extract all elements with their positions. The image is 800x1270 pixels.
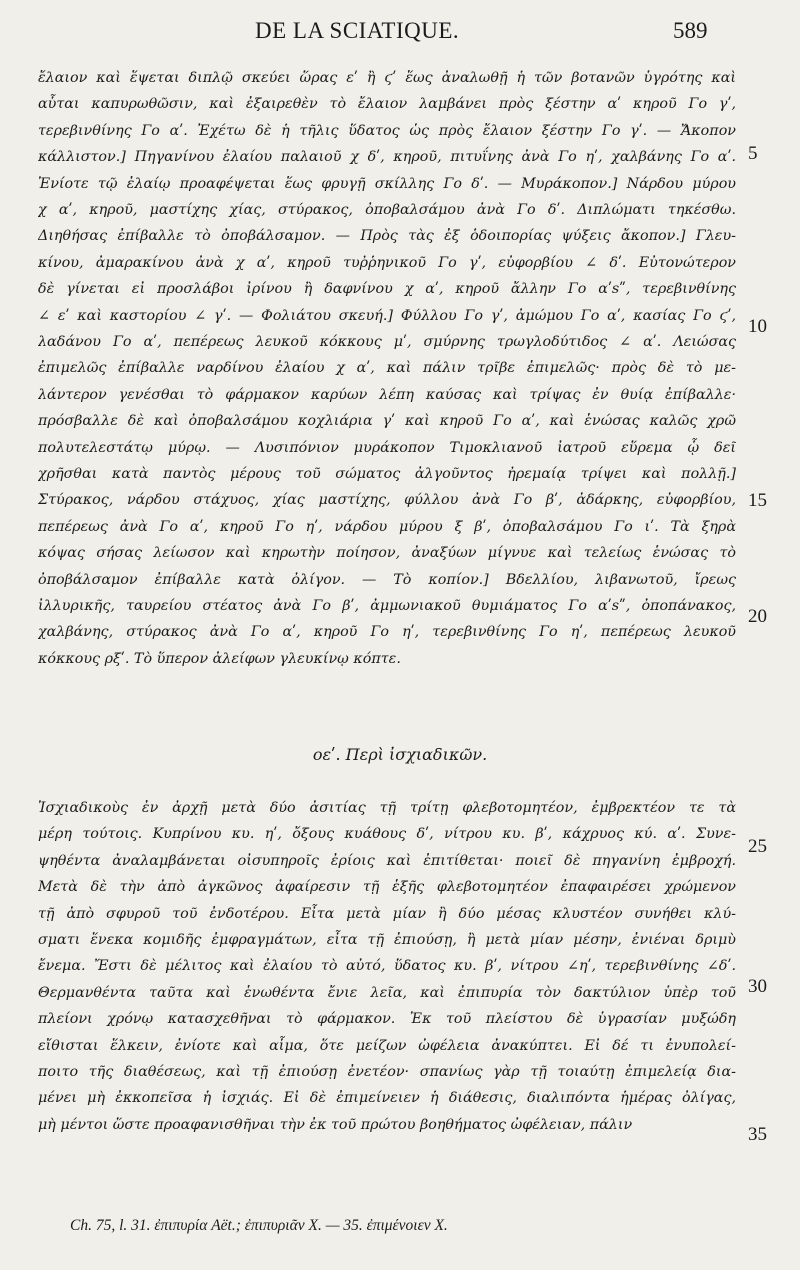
footnote: Ch. 75, l. 31. ἐπιπυρία Aët.; ἐπιπυριᾶν X. — 35. ἐπιμένοιεν X.: [70, 1217, 448, 1234]
line-number: 25: [748, 836, 767, 857]
text-line: ἔνεμα. Ἔστι δὲ μέλιτος καὶ ἐλαίου τὸ αὐτό, ὕδατος κυ. βʹ, νίτρου ∠ηʹ, τερεβινθίνης ∠δʹ.: [38, 958, 736, 975]
text-line: δὲ γίνεται εἰ προσλάβοι ἰρίνου ἢ δαφνίνου χ αʹ, κηροῦ ἄλλην Γο αʹsʺ, τερεβινθίνης: [38, 281, 736, 298]
line-number: 35: [748, 1124, 767, 1145]
text-line: μέρη τούτοις. Κυπρίνου κυ. ηʹ, ὄξους κυάθους δʹ, νίτρου κυ. βʹ, κάχρυος κύ. αʹ. Συνε-: [38, 826, 736, 843]
page-number: 589: [673, 18, 708, 43]
text-line: κάλλιστον.] Πηγανίνου ἐλαίου παλαιοῦ χ δʹ, κηροῦ, πιτυΐνης ἀνὰ Γο ηʹ, χαλβάνης Γο αʹ.: [38, 149, 736, 166]
text-line: πεπέρεως ἀνὰ Γο αʹ, κηροῦ Γο ηʹ, νάρδου μύρου ξ βʹ, ὀποβαλσάμου Γο ιʹ. Τὰ ξηρὰ: [38, 518, 736, 535]
text-line: ∠ εʹ καὶ καστορίου ∠ γʹ. — Φολιάτου σκευή.] Φύλλου Γο γʹ, ἀμώμου Γο αʹ, κασίας Γο ϛʹ,: [38, 307, 736, 324]
text-line: πρόσβαλλε δὲ καὶ ὀποβαλσάμου κοχλιάρια γʹ καὶ κηροῦ Γο αʹ, καὶ ἑνώσας καλῶς χρῶ: [38, 413, 736, 430]
text-line: χ αʹ, κηροῦ, μαστίχης χίας, στύρακος, ὀποβαλσάμου ἀνὰ Γο δʹ. Διπλώματι τηκέσθω.: [38, 202, 736, 218]
line-number: 10: [748, 316, 767, 337]
chapter-heading: οεʹ. Περὶ ἰσχιαδικῶν.: [312, 745, 488, 764]
line-number: 5: [748, 143, 758, 164]
text-line: τῇ ἀπὸ σφυροῦ τοῦ ἐνδοτέρου. Εἶτα μετὰ μίαν ἢ δύο μέσας κλυστέον συνήθει κλύ-: [38, 905, 736, 922]
line-number: 30: [748, 976, 767, 997]
text-line: Διηθήσας ἐπίβαλλε τὸ ὀποβάλσαμον. — Πρὸς τὰς ἐξ ὁδοιπορίας ψύξεις ἄκοπον.] Γλευ-: [38, 228, 736, 245]
text-line: τερεβινθίνης Γο αʹ. Ἐχέτω δὲ ἡ τῆλις ὕδατος ὡς πρὸς ἔλαιον ξέστην Γο γʹ. — Ἄκοπον: [38, 122, 736, 139]
text-line: Ἐνίοτε τῷ ἐλαίῳ προαφέψεται ἕως φρυγῇ σκίλλης Γο δʹ. — Μυράκοπον.] Νάρδου μύρου: [38, 175, 736, 192]
running-title: DE LA SCIATIQUE.: [255, 18, 460, 43]
text-line: ἔλαιον καὶ ἕψεται διπλῷ σκεύει ὥρας εʹ ἢ ϛʹ ἕως ἀναλωθῇ ἡ τῶν βοτανῶν ὑγρότης καὶ: [38, 70, 736, 86]
text-line: αὗται καπυρωθῶσιν, καὶ ἐξαιρεθὲν τὸ ἔλαιον λαμβάνει πρὸς ξέστην αʹ κηροῦ Γο γʹ,: [38, 96, 736, 113]
text-line: Στύρακος, νάρδου στάχυος, χίας μαστίχης, φύλλου ἀνὰ Γο βʹ, ἀδάρκης, εὐφορβίου,: [38, 492, 736, 509]
text-line: πολυτελεστάτῳ μύρῳ. — Λυσιπόνιον μυράκοπον Τιμοκλιανοῦ ἰατροῦ εὕρεμα ᾧ δεῖ: [38, 439, 736, 456]
text-line: Θερμανθέντα ταῦτα καὶ ἑνωθέντα ἔνιε λεῖα, καὶ ἐπιπυρία τὸν δακτύλιον ὑπὲρ τοῦ: [38, 984, 736, 1001]
text-line: εἴθισται ἕλκειν, ἐνίοτε καὶ αἷμα, ὅτε μείζων ὠφέλεια ἀνακύπτει. Εἰ δέ τι ἐνυπολεί-: [38, 1037, 736, 1054]
text-line: πλείονι χρόνῳ κατασχεθῆναι τὸ φάρμακον. Ἐκ τοῦ πλείστου δὲ ὑγρασίαν μυξώδη: [38, 1011, 736, 1028]
text-line: ἰλλυρικῆς, ταυρείου στέατος ἀνὰ Γο βʹ, ἀμμωνιακοῦ θυμιάματος Γο αʹsʺ, ὀποπάνακος,: [38, 598, 736, 614]
text-line: ψηθέντα ἀναλαμβάνεται οἰσυπηροῖς ἐρίοις καὶ ἐπιτίθεται· ποιεῖ δὲ πηγανίνη ἐμβροχή.: [38, 852, 736, 869]
line-number: 15: [748, 490, 767, 511]
line-number: 20: [748, 606, 767, 627]
text-line: σματι ἕνεκα κομιδῆς ἐμφραγμάτων, εἶτα τῇ ἐπιούσῃ, ἢ μετὰ μίαν μέσην, ἐνιέναι δριμὺ: [38, 932, 736, 948]
text-line: μὴ μέντοι ὥστε προαφανισθῆναι τὴν ἐκ τοῦ πρώτου βοηθήματος ὠφέλειαν, πάλιν: [38, 1116, 633, 1133]
text-line: ποιτο τῆς διαθέσεως, καὶ τῇ ἐπιούσῃ ἐνετέον· σπανίως γὰρ τῇ τοιαύτῃ ἐπιμελείᾳ δια-: [38, 1064, 736, 1080]
text-line: κόκκους ρξʹ. Τὸ ὕπερον ἀλείφων γλευκίνῳ κόπτε.: [38, 650, 401, 667]
text-line: ἐπιμελῶς ἐπίβαλλε ναρδίνου ἐλαίου χ αʹ, καὶ πάλιν τρῖβε ἐπιμελῶς· πρὸς δὲ τὸ με-: [38, 360, 736, 377]
text-line: ὀποβάλσαμον ἐπίβαλλε κατὰ ὀλίγον. — Τὸ κοπίον.] Βδελλίου, λιβανωτοῦ, ἴρεως: [38, 571, 736, 588]
text-line: Μετὰ δὲ τὴν ἀπὸ ἀγκῶνος ἀφαίρεσιν τῇ ἑξῆς φλεβοτομητέον ἐπαφαιρέσει χρώμενον: [38, 879, 736, 896]
text-line: μένει μὴ ἐκκοπεῖσα ἡ ἰσχιάς. Εἰ δὲ ἐπιμείνειεν ἡ διάθεσις, διαλιπόντα ἡμέρας ὀλίγας,: [38, 1090, 736, 1107]
text-line: κίνου, ἀμαρακίνου ἀνὰ χ αʹ, κηροῦ τυῤῥηνικοῦ Γο γʹ, εὐφορβίου ∠ δʹ. Εὐτονώτερον: [38, 254, 736, 271]
text-line: λάντερον γενέσθαι τὸ φάρμακον καρύων λέπη καύσας καὶ τρίψας ἐν θυίᾳ ἐπίβαλλε·: [38, 386, 736, 403]
text-line: κόψας σήσας λείωσον καὶ κηρωτὴν ποίησον, ἀναξύων μίγνυε καὶ τελείως ἑνώσας τὸ: [38, 545, 736, 562]
text-line: χαλβάνης, στύρακος ἀνὰ Γο αʹ, κηροῦ Γο ηʹ, τερεβινθίνης Γο ηʹ, πεπέρεως λευκοῦ: [38, 624, 736, 641]
text-line: Ἰσχιαδικοὺς ἐν ἀρχῇ μετὰ δύο ἀσιτίας τῇ τρίτῃ φλεβοτομητέον, ἐμβρεκτέον τε τὰ: [38, 800, 736, 816]
text-line: λαδάνου Γο αʹ, πεπέρεως λευκοῦ κόκκους μʹ, σμύρνης τρωγλοδύτιδος ∠ αʹ. Λειώσας: [38, 334, 736, 350]
text-line: χρῆσθαι κατὰ παντὸς μέρους τοῦ σώματος ἀλγοῦντος ἠρεμαίᾳ τρίψει καὶ πολλῇ.]: [38, 466, 736, 482]
